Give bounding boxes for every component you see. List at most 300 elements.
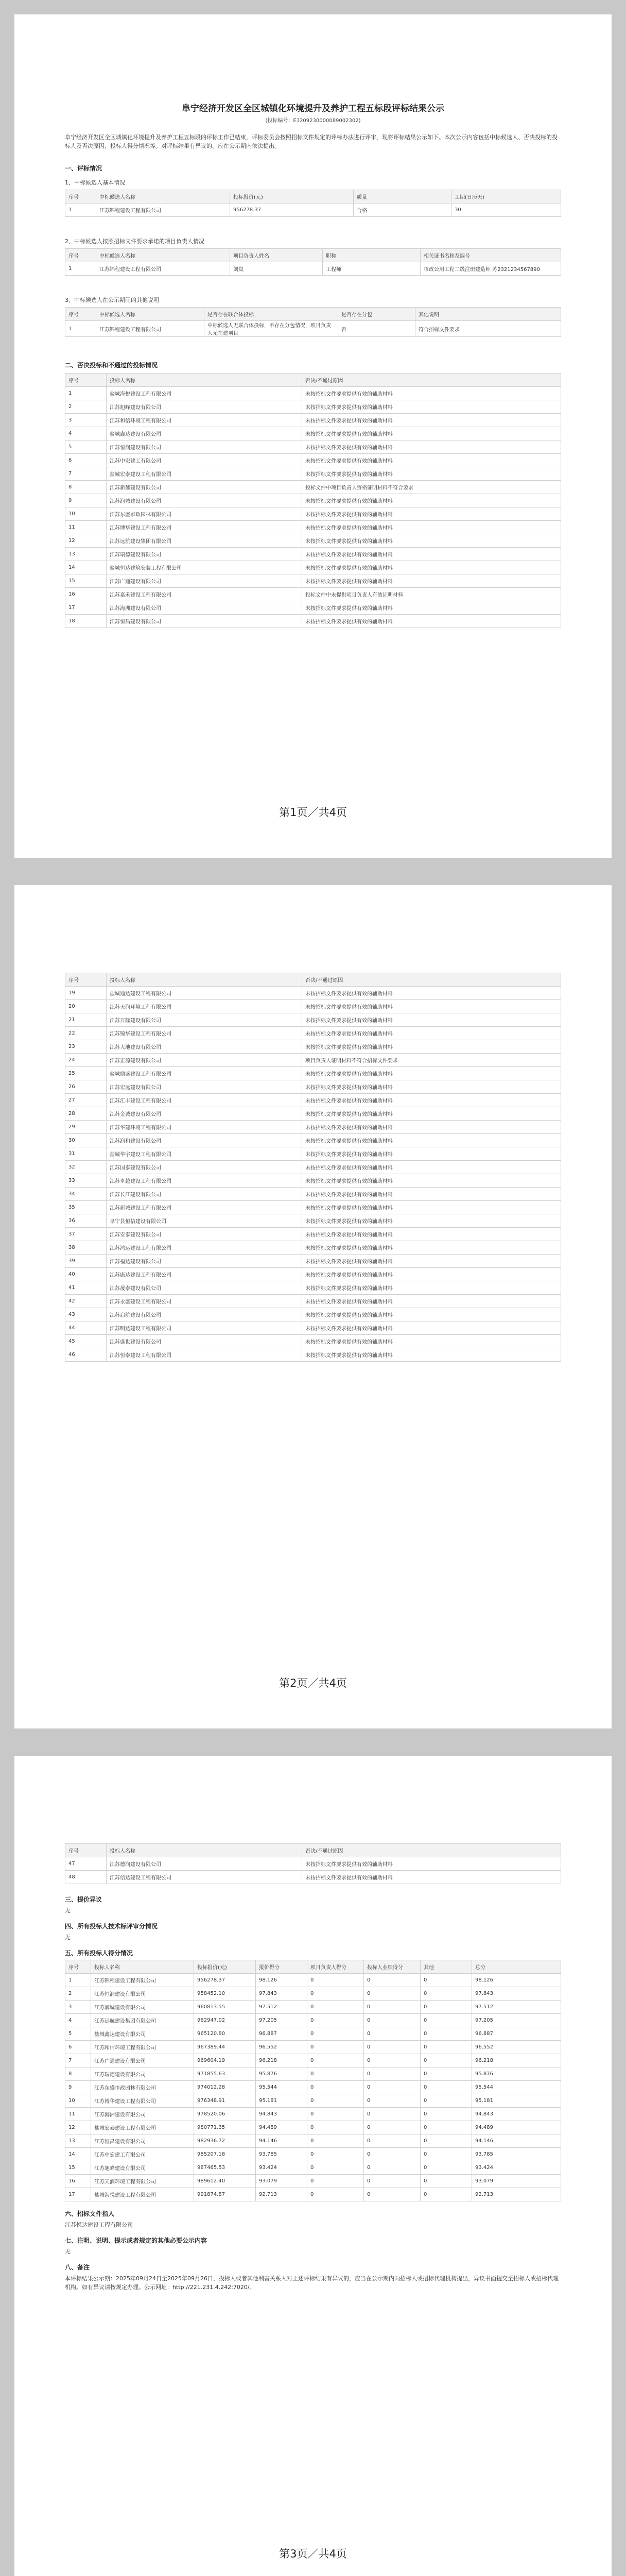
table-cell: 95.181 [472,2094,561,2108]
table-cell: 11 [65,521,107,534]
table-cell: 3 [65,2001,91,2014]
table-cell: 30 [65,1134,107,1147]
table-cell: 1 [65,1974,91,1987]
table-cell: 未按招标文件要求提供有效的辅助材料 [302,1255,561,1268]
table-row [65,2108,561,2121]
table-cell: 盐城宏泰建设工程有限公司 [91,2121,194,2134]
section-heading: 七、注明、说明、提示或者规定的其他必要公示内容 [65,2237,207,2244]
table-cell: 未按招标文件要求提供有效的辅助材料 [302,494,561,507]
table-cell: 0 [421,1987,472,2001]
table-row [65,1308,561,1321]
table-row [65,1107,561,1121]
table-row [65,1321,561,1335]
table-cell: 0 [421,2175,472,2188]
table-cell: 未按招标文件要求提供有效的辅助材料 [302,1107,561,1121]
column-header: 是否存在分包 [338,308,415,321]
table-cell: 956278.37 [194,1974,256,1987]
table-cell: 0 [307,2027,364,2041]
table-row [65,601,561,615]
column-header: 相关证书名称及编号 [421,249,561,262]
column-header: 否决/不通过原因 [302,1844,561,1857]
table-cell: 5 [65,2027,91,2041]
table-cell: 江苏启航建设有限公司 [107,1308,302,1321]
table-cell: 未按招标文件要求提供有效的辅助材料 [302,615,561,628]
table-cell: 未按招标文件要求提供有效的辅助材料 [302,387,561,400]
table-cell: 工程师 [323,262,421,276]
table-cell: 0 [307,2014,364,2027]
page-footer: 第3页／共4页 [279,2548,347,2560]
table-cell: 43 [65,1308,107,1321]
table-cell: 0 [364,2094,421,2108]
table-row [65,387,561,400]
table-cell: 28 [65,1107,107,1121]
table-cell: 江苏国泰建设有限公司 [107,1161,302,1174]
table-cell: 44 [65,1321,107,1335]
table-cell: 24 [65,1054,107,1067]
table-cell: 刘岚 [230,262,323,276]
table-cell: 未按招标文件要求提供有效的辅助材料 [302,1348,561,1362]
table-cell: 0 [364,2108,421,2121]
column-header: 项目负责人得分 [307,1960,364,1974]
table-row [65,2175,561,2188]
table-row [65,1000,561,1013]
table-cell: 未按招标文件要求提供有效的辅助材料 [302,548,561,561]
table-cell: 江苏新城建设工程有限公司 [107,1201,302,1214]
table-cell: 0 [364,2001,421,2014]
table-row [65,1174,561,1188]
table-cell: 0 [421,2001,472,2014]
column-header: 中标候选人名称 [96,190,230,204]
table-row [65,400,561,414]
table-cell: 48 [65,1871,107,1884]
table-row [65,481,561,494]
subsection-heading: 1、中标候选人基本情况 [65,179,125,186]
section-heading: 五、所有投标人得分情况 [65,1950,133,1957]
table-cell: 7 [65,2054,91,2067]
table-cell: 盐城鑫达建设有限公司 [107,427,302,440]
table-cell: 未按招标文件要求提供有效的辅助材料 [302,507,561,521]
table-cell: 1 [65,204,96,217]
table-cell: 21 [65,1013,107,1027]
column-header: 其他 [421,1960,472,1974]
table-cell: 江苏润和建设有限公司 [107,1134,302,1147]
table-cell: 0 [364,2148,421,2161]
table-cell: 25 [65,1067,107,1080]
table-cell: 0 [421,2081,472,2094]
table-cell: 17 [65,601,107,615]
table-cell: 江苏和信环境工程有限公司 [91,2041,194,2054]
table-cell: 19 [65,987,107,1000]
section-heading: 四、所有投标人技术标评审分情况 [65,1923,158,1930]
table-cell: 989612.40 [194,2175,256,2188]
table-row [65,2134,561,2148]
column-header: 总分 [472,1960,561,1974]
page-footer: 第1页／共4页 [279,806,347,819]
table-cell: 36 [65,1214,107,1228]
table-cell: 22 [65,1027,107,1040]
table-cell: 0 [364,1974,421,1987]
section-text: 江苏悦达建设工程有限公司 [65,2222,133,2228]
table-cell: 江苏大地建设有限公司 [107,1040,302,1054]
table-cell: 27 [65,1094,107,1107]
table-cell: 江苏卓越建设工程有限公司 [107,1174,302,1188]
table-cell: 投标文件中未提供项目负责人有效证明材料 [302,588,561,601]
table-cell: 江苏盛世建设有限公司 [107,1335,302,1348]
table-cell: 投标文件中项目负责人资格证明材料不符合要求 [302,481,561,494]
table-cell: 江苏恒润建设有限公司 [91,1987,194,2001]
table-row [65,1228,561,1241]
table-cell: 未按招标文件要求提供有效的辅助材料 [302,574,561,588]
intro-paragraph: 阜宁经济开发区全区城镇化环境提升及养护工程五标段的评标工作已结束，评标委员会按照招标文件规定的评标办法进行评审，现将评标结果公示如下。本次公示内容包括中标候选人、否决投标的投标人及否决原因、投标人得分情况等。对评标结果有异议的，应在公示期内依法提出。 [65,134,558,149]
table-cell: 92.713 [472,2188,561,2201]
table-row [65,2188,561,2201]
table-cell: 未按招标文件要求提供有效的辅助材料 [302,1241,561,1255]
table-cell: 0 [307,2148,364,2161]
column-header: 序号 [65,308,96,321]
table-row [65,494,561,507]
table-cell: 1 [65,387,107,400]
table-cell: 13 [65,548,107,561]
table-cell: 94.843 [472,2108,561,2121]
notes-table-wrap [65,307,561,337]
table-cell: 94.489 [256,2121,307,2134]
table-cell: 12 [65,2121,91,2134]
table-cell: 97.512 [472,2001,561,2014]
table-cell: 12 [65,534,107,548]
table-cell: 3 [65,414,107,427]
table-cell: 93.424 [472,2161,561,2175]
table-cell: 20 [65,1000,107,1013]
table-cell: 未按招标文件要求提供有效的辅助材料 [302,440,561,454]
table-row [65,1161,561,1174]
table-cell: 95.876 [256,2067,307,2081]
notes-table [65,307,561,337]
table-cell: 9 [65,2081,91,2094]
table-cell: 江苏锦华建设工程有限公司 [107,1027,302,1040]
table-cell: 10 [65,507,107,521]
table-row [65,1335,561,1348]
page-2 [14,885,612,1728]
table-cell: 34 [65,1188,107,1201]
table-row [65,548,561,561]
table-cell: 93.785 [256,2148,307,2161]
table-cell: 未按招标文件要求提供有效的辅助材料 [302,1335,561,1348]
table-cell: 95.181 [256,2094,307,2108]
table-cell: 江苏华建环境工程有限公司 [107,1121,302,1134]
table-row [65,2148,561,2161]
table-cell: 978520.06 [194,2108,256,2121]
table-row [65,1295,561,1308]
table-row [65,1241,561,1255]
table-cell: 0 [364,2041,421,2054]
page-1 [14,14,612,858]
table-cell: 14 [65,561,107,574]
table-cell: 40 [65,1268,107,1281]
table-cell: 江苏海洲建设有限公司 [91,2108,194,2121]
table-cell: 未按招标文件要求提供有效的辅助材料 [302,1161,561,1174]
page-footer: 第2页／共4页 [279,1677,347,1689]
table-cell: 0 [307,2134,364,2148]
table-row [65,467,561,481]
table-row [65,440,561,454]
table-cell: 江苏汇丰建设工程有限公司 [107,1094,302,1107]
table-row [65,1268,561,1281]
table-cell: 98.126 [472,1974,561,1987]
table-row [65,1974,561,1987]
table-cell: 0 [364,2121,421,2134]
table-cell: 江苏信达建设工程有限公司 [107,1871,302,1884]
section-text: 无 [65,2248,71,2255]
table-cell: 江苏宏远建设有限公司 [107,1080,302,1094]
subsection-heading: 2、中标候选人按照招标文件要求承诺的项目负责人情况 [65,238,204,245]
table-cell: 16 [65,588,107,601]
scores-table-wrap [65,1960,561,2201]
table-cell: 1 [65,321,96,337]
table-cell: 江苏中宏建工有限公司 [91,2148,194,2161]
table-cell: 未按招标文件要求提供有效的辅助材料 [302,1040,561,1054]
table-cell: 江苏旭峰建设有限公司 [91,2161,194,2175]
rejected-table-wrap-1 [65,373,561,628]
table-cell: 37 [65,1228,107,1241]
table-cell: 未按招标文件要求提供有效的辅助材料 [302,414,561,427]
table-cell: 盐城海悦建设工程有限公司 [91,2188,194,2201]
table-cell: 未按招标文件要求提供有效的辅助材料 [302,1228,561,1241]
table-row [65,1121,561,1134]
table-cell: 976348.91 [194,2094,256,2108]
column-header: 序号 [65,1844,107,1857]
table-cell: 盐城鼎盛建设工程有限公司 [107,1067,302,1080]
table-row [65,521,561,534]
table-cell: 未按招标文件要求提供有效的辅助材料 [302,1000,561,1013]
table-cell: 江苏安泰建设有限公司 [107,1228,302,1241]
table-cell: 盐城海悦建设工程有限公司 [107,387,302,400]
table-row [65,1201,561,1214]
table-cell: 94.489 [472,2121,561,2134]
table-cell: 93.424 [256,2161,307,2175]
table-cell: 江苏天润环境工程有限公司 [91,2175,194,2188]
table-cell: 971855.63 [194,2067,256,2081]
managers-table-wrap [65,248,561,276]
table-cell: 盐城宏泰建设工程有限公司 [107,467,302,481]
column-header: 职称 [323,249,421,262]
table-row [65,1188,561,1201]
table-cell: 盐城恒达建筑安装工程有限公司 [107,561,302,574]
table-cell: 0 [307,2041,364,2054]
table-cell: 江苏博华建设工程有限公司 [107,521,302,534]
table-row [65,507,561,521]
table-cell: 江苏恒泰建设工程有限公司 [107,1348,302,1362]
column-header: 投标人名称 [107,1844,302,1857]
table-cell: 江苏锦程建设工程有限公司 [91,1974,194,1987]
table-cell: 江苏润城建设有限公司 [91,2001,194,2014]
table-cell: 未按招标文件要求提供有效的辅助材料 [302,1067,561,1080]
table-row [65,1987,561,2001]
table-cell: 967389.44 [194,2041,256,2054]
table-cell: 江苏恒润建设有限公司 [107,440,302,454]
table-cell: 江苏德润建设有限公司 [107,1857,302,1871]
table-cell: 0 [364,2175,421,2188]
table-cell: 97.843 [256,1987,307,2001]
table-cell: 未按招标文件要求提供有效的辅助材料 [302,1174,561,1188]
column-header: 项目负责人姓名 [230,249,323,262]
table-cell: 982936.72 [194,2134,256,2148]
table-cell: 1 [65,262,96,276]
table-cell: 958452.10 [194,1987,256,2001]
table-cell: 未按招标文件要求提供有效的辅助材料 [302,1295,561,1308]
table-cell: 未按招标文件要求提供有效的辅助材料 [302,1201,561,1214]
table-row [65,1054,561,1067]
table-cell: 0 [421,2094,472,2108]
table-cell: 盐城鑫达建设有限公司 [91,2027,194,2041]
table-cell: 17 [65,2188,91,2201]
table-cell: 0 [364,2188,421,2201]
table-cell: 江苏福达建设有限公司 [107,1255,302,1268]
table-cell: 未按招标文件要求提供有效的辅助材料 [302,1321,561,1335]
column-header: 其他说明 [415,308,561,321]
table-row [65,1214,561,1228]
table-row [65,2054,561,2067]
table-cell: 33 [65,1174,107,1188]
table-cell: 7 [65,467,107,481]
table-cell: 14 [65,2148,91,2161]
table-cell: 92.713 [256,2188,307,2201]
table-cell: 94.843 [256,2108,307,2121]
table-cell: 未按招标文件要求提供有效的辅助材料 [302,400,561,414]
table-cell: 0 [364,2134,421,2148]
table-cell: 0 [307,2108,364,2121]
table-cell: 95.876 [472,2067,561,2081]
table-row [65,204,561,217]
column-header: 投标报价(元) [194,1960,256,1974]
table-cell: 0 [307,2161,364,2175]
section-heading: 三、提价异议 [65,1896,102,1903]
section-text: 无 [65,1907,71,1914]
table-cell: 46 [65,1348,107,1362]
table-cell: 30 [451,204,561,217]
table-cell: 965120.80 [194,2027,256,2041]
table-cell: 盐城通达建设工程有限公司 [107,987,302,1000]
table-cell: 5 [65,440,107,454]
table-cell: 8 [65,481,107,494]
table-cell: 江苏远航建设集团有限公司 [91,2014,194,2027]
table-cell: 江苏恒昌建设有限公司 [107,615,302,628]
table-cell: 0 [307,2081,364,2094]
table-cell: 未按招标文件要求提供有效的辅助材料 [302,1308,561,1321]
section-text: 无 [65,1934,71,1941]
table-cell: 0 [307,2094,364,2108]
table-row [65,2121,561,2134]
table-cell: 974012.28 [194,2081,256,2094]
table-cell: 96.887 [472,2027,561,2041]
table-row [65,262,561,276]
table-cell: 0 [364,2081,421,2094]
table-row [65,2081,561,2094]
table-cell: 符合招标文件要求 [415,321,561,337]
table-cell: 8 [65,2067,91,2081]
table-cell: 0 [421,2054,472,2067]
table-cell: 97.205 [256,2014,307,2027]
table-cell: 未按招标文件要求提供有效的辅助材料 [302,601,561,615]
table-cell: 962947.02 [194,2014,256,2027]
column-header: 投标报价(元) [230,190,354,204]
table-cell: 960813.55 [194,2001,256,2014]
table-row [65,588,561,601]
table-cell: 31 [65,1147,107,1161]
table-cell: 0 [421,2134,472,2148]
table-row [65,1094,561,1107]
table-cell: 35 [65,1201,107,1214]
table-cell: 987465.53 [194,2161,256,2175]
remarks-text: 本评标结果公示期：2025年09月24日至2025年09月26日，投标人或者其他利害关系人对上述评标结果有异议的，应当在公示期内向招标人或招标代理机构提出，异议书面提交至招标人或招标代理机构。如有异议请按规定办理。公示网址：http://221.231.4.242:7020/。 [65,2275,559,2291]
table-cell: 合格 [354,204,451,217]
table-cell: 未按招标文件要求提供有效的辅助材料 [302,454,561,467]
table-cell: 96.218 [472,2054,561,2067]
table-cell: 0 [364,2161,421,2175]
page-3 [14,1756,612,2576]
table-cell: 980771.35 [194,2121,256,2134]
table-cell: 0 [421,1974,472,1987]
table-cell: 江苏旭峰建设有限公司 [107,400,302,414]
table-cell: 项目负责人证明材料不符合招标文件要求 [302,1054,561,1067]
column-header: 质量 [354,190,451,204]
table-cell: 江苏恒昌建设有限公司 [91,2134,194,2148]
table-cell: 0 [307,2188,364,2201]
table-cell: 江苏瑞德建设有限公司 [91,2067,194,2081]
table-cell: 未按招标文件要求提供有效的辅助材料 [302,1214,561,1228]
table-cell: 江苏瑞德建设有限公司 [107,548,302,561]
table-row [65,1857,561,1871]
table-cell: 0 [421,2188,472,2201]
table-cell: 0 [307,2175,364,2188]
table-cell: 969604.19 [194,2054,256,2067]
table-cell: 0 [421,2121,472,2134]
table-row [65,1147,561,1161]
table-cell: 0 [421,2041,472,2054]
table-row [65,2001,561,2014]
table-cell: 未按招标文件要求提供有效的辅助材料 [302,521,561,534]
table-cell: 97.843 [472,1987,561,2001]
table-row [65,1040,561,1054]
document-number: (投标编号：E3209230000089002302) [265,118,361,124]
table-cell: 江苏正源建设有限公司 [107,1054,302,1067]
candidates-table-wrap [65,190,561,217]
table-cell: 江苏广通建设有限公司 [91,2054,194,2067]
table-row [65,1871,561,1884]
table-cell: 0 [307,2121,364,2134]
table-cell: 江苏润城建设有限公司 [107,494,302,507]
table-row [65,987,561,1000]
column-header: 序号 [65,973,107,987]
table-cell: 15 [65,574,107,588]
table-cell: 0 [421,2108,472,2121]
table-cell: 未按招标文件要求提供有效的辅助材料 [302,1094,561,1107]
table-cell: 97.205 [472,2014,561,2027]
table-cell: 991874.87 [194,2188,256,2201]
column-header: 工期(日历天) [451,190,561,204]
table-cell: 江苏博华建设工程有限公司 [91,2094,194,2108]
column-header: 投标人名称 [107,973,302,987]
table-cell: 未按招标文件要求提供有效的辅助材料 [302,467,561,481]
table-cell: 0 [364,2027,421,2041]
table-row [65,1027,561,1040]
document-title: 阜宁经济开发区全区城镇化环境提升及养护工程五标段评标结果公示 [182,104,444,114]
managers-table [65,248,561,276]
table-cell: 江苏鸿运建设工程有限公司 [107,1241,302,1255]
rejected-table-part-1 [65,373,561,628]
table-cell: 94.146 [472,2134,561,2148]
table-cell: 江苏锦程建设工程有限公司 [96,262,230,276]
table-cell: 阜宁县恒信建设有限公司 [107,1214,302,1228]
